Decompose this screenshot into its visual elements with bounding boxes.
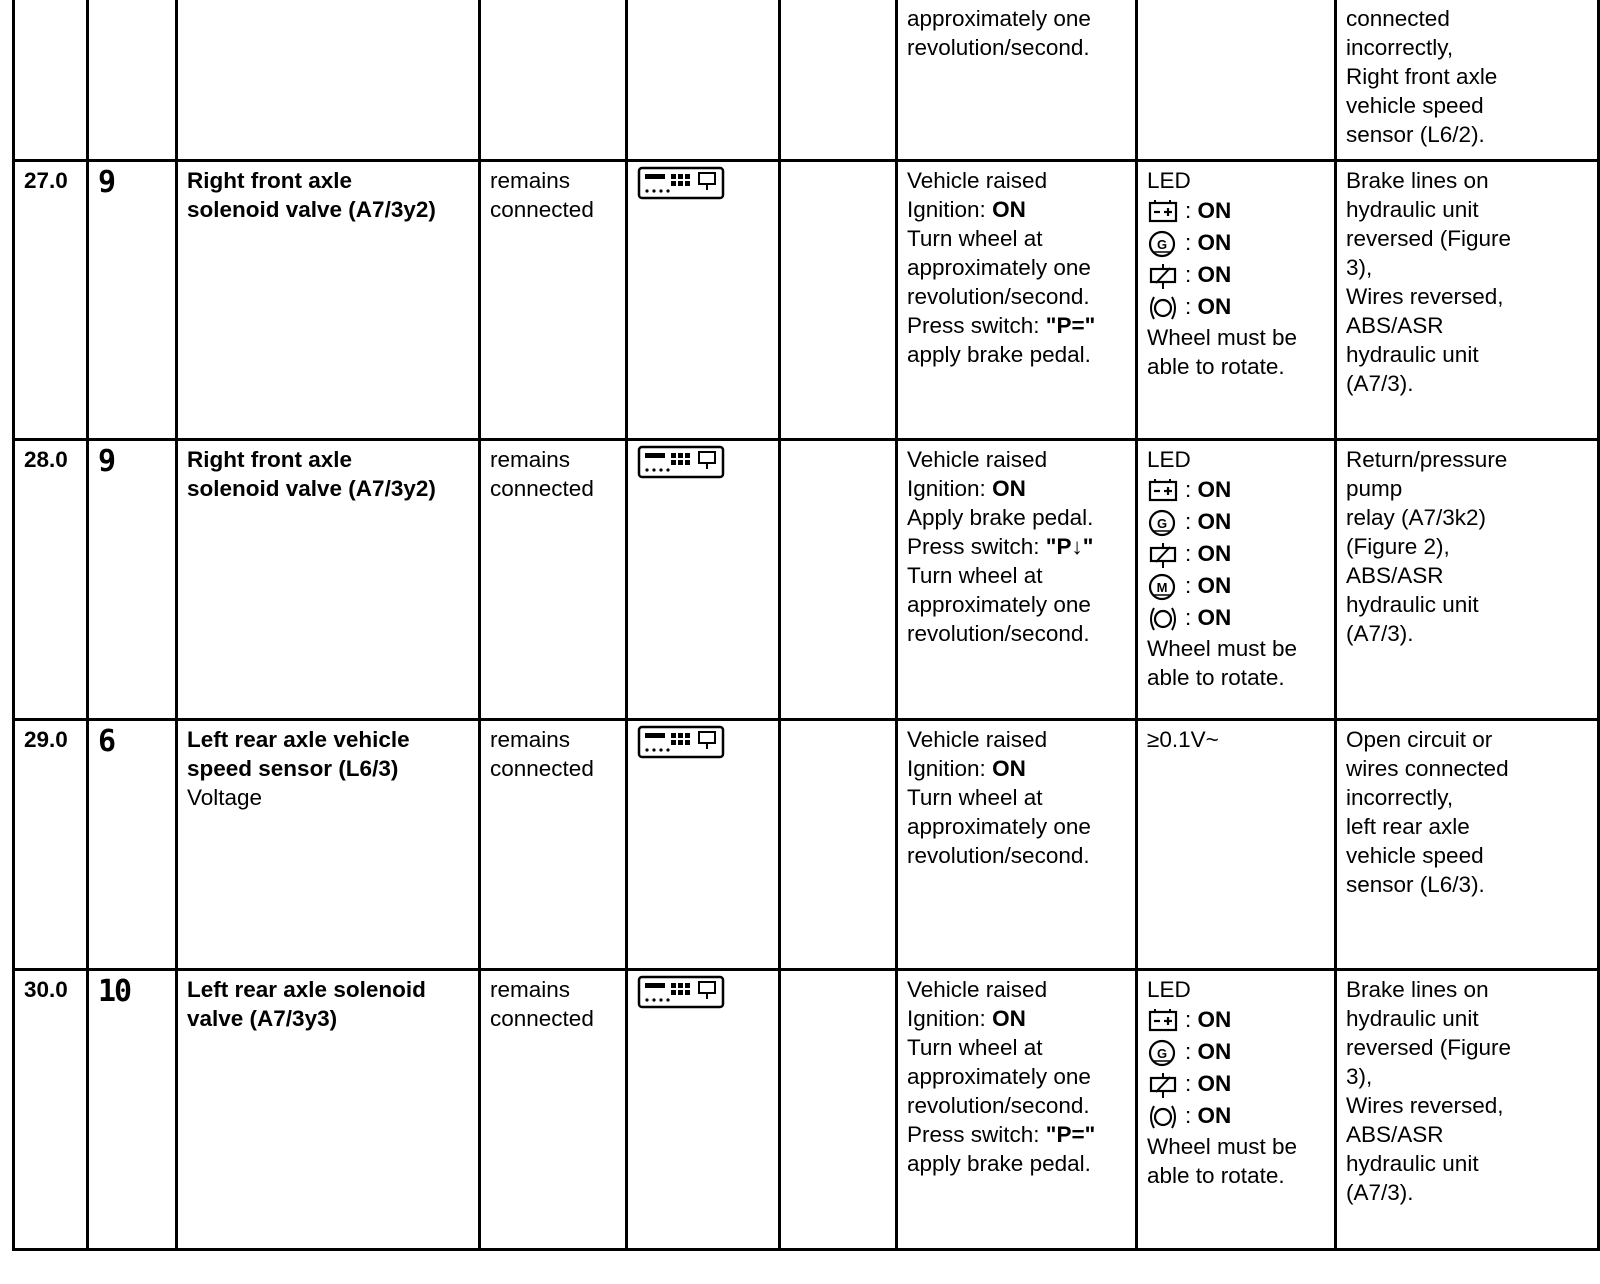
connection-cell xyxy=(480,160,627,439)
display-code xyxy=(88,0,177,160)
battery-icon xyxy=(1147,198,1185,226)
condition-text-value: ON xyxy=(992,1005,1026,1031)
display-code xyxy=(88,439,177,719)
led-row: : ON xyxy=(1147,291,1326,323)
relay-icon xyxy=(1147,262,1185,290)
tester-icon xyxy=(637,166,770,200)
svg-text:G: G xyxy=(1156,515,1168,531)
component-cell xyxy=(177,160,480,439)
remedy-text: 3), xyxy=(1346,1063,1373,1089)
tester-cell xyxy=(627,160,780,439)
condition-cell xyxy=(897,969,1137,1249)
remedy-text: hydraulic unit xyxy=(1346,1005,1479,1031)
condition-text: revolution/second. xyxy=(907,620,1090,646)
component-cell xyxy=(177,439,480,719)
led-title: LED xyxy=(1147,446,1191,472)
tester-cell xyxy=(627,969,780,1249)
condition-text: approximately one xyxy=(907,1063,1091,1089)
remedy-text: (Figure 2), xyxy=(1346,533,1450,559)
expected-text: ≥0.1V~ xyxy=(1147,726,1219,752)
remedy-text: Wires reversed, xyxy=(1346,1092,1504,1118)
remedy-cell xyxy=(1336,0,1599,160)
tester-cell xyxy=(627,0,780,160)
led-title: LED xyxy=(1147,167,1191,193)
led-row: G : ON xyxy=(1147,227,1326,259)
condition-text: revolution/second. xyxy=(907,35,1090,60)
remedy-text: hydraulic unit xyxy=(1346,196,1479,222)
remedy-text: 3), xyxy=(1346,254,1373,280)
remedy-text: hydraulic unit xyxy=(1346,1150,1479,1176)
tester-icon xyxy=(637,975,770,1009)
component-cell xyxy=(177,0,480,160)
remedy-cell xyxy=(1336,719,1599,969)
program-cell xyxy=(780,969,897,1249)
svg-text:G: G xyxy=(1156,1045,1168,1061)
step-number xyxy=(14,0,88,160)
display-digit: 9 xyxy=(98,443,115,479)
generator-icon xyxy=(1147,1039,1185,1067)
condition-cell xyxy=(897,0,1137,160)
led-row: : ON xyxy=(1147,1100,1326,1132)
remedy-text: left rear axle xyxy=(1346,813,1470,839)
display-code xyxy=(88,160,177,439)
condition-text-value: "P=" xyxy=(1045,312,1096,338)
component-text: Left rear axle solenoid xyxy=(187,976,426,1002)
connection-text: connected xyxy=(490,196,594,222)
svg-text:G: G xyxy=(1156,236,1168,252)
wheel-icon xyxy=(1147,294,1185,322)
remedy-text: vehicle speed xyxy=(1346,93,1484,118)
remedy-text: reversed (Figure xyxy=(1346,225,1512,251)
tester-icon xyxy=(637,725,770,759)
led-title: LED xyxy=(1147,976,1191,1002)
remedy-cell xyxy=(1336,439,1599,719)
led-value: ON xyxy=(1197,604,1232,630)
led-row: : ON xyxy=(1147,602,1326,634)
led-value: ON xyxy=(1197,540,1232,566)
led-value: ON xyxy=(1197,572,1232,598)
component-text: speed sensor (L6/3) xyxy=(187,755,399,781)
condition-text: approximately one xyxy=(907,591,1091,617)
led-note: able to rotate. xyxy=(1147,1162,1285,1188)
condition-cell xyxy=(897,719,1137,969)
led-row: G : ON xyxy=(1147,506,1326,538)
remedy-text: ABS/ASR xyxy=(1346,1121,1444,1147)
remedy-text: (A7/3). xyxy=(1346,620,1414,646)
program-cell xyxy=(780,0,897,160)
remedy-text: incorrectly, xyxy=(1346,35,1454,60)
led-row: G : ON xyxy=(1147,1036,1326,1068)
expected-cell xyxy=(1137,969,1336,1249)
program-cell xyxy=(780,160,897,439)
component-text: valve (A7/3y3) xyxy=(187,1005,338,1031)
led-row: : ON xyxy=(1147,195,1326,227)
component-text: Right front axle xyxy=(187,167,353,193)
led-note: Wheel must be xyxy=(1147,635,1298,661)
led-note: Wheel must be xyxy=(1147,324,1298,350)
condition-text: apply brake pedal. xyxy=(907,341,1091,367)
condition-text: Ignition: ON xyxy=(907,475,1026,501)
tester-cell xyxy=(627,719,780,969)
program-cell xyxy=(780,719,897,969)
led-row: : ON xyxy=(1147,1068,1326,1100)
led-value: ON xyxy=(1197,293,1232,319)
remedy-cell xyxy=(1336,969,1599,1249)
remedy-text: Wires reversed, xyxy=(1346,283,1504,309)
component-text: solenoid valve (A7/3y2) xyxy=(187,196,436,222)
condition-text-value: "P↓" xyxy=(1045,533,1094,559)
condition-text: Ignition: ON xyxy=(907,755,1026,781)
condition-text: approximately one xyxy=(907,813,1091,839)
wheel-icon xyxy=(1147,605,1185,633)
program-cell xyxy=(780,439,897,719)
connection-cell xyxy=(480,969,627,1249)
condition-text: Apply brake pedal. xyxy=(907,504,1094,530)
connection-text: remains xyxy=(490,976,571,1002)
remedy-text: Open circuit or xyxy=(1346,726,1493,752)
condition-text-value: ON xyxy=(992,196,1026,222)
connection-cell xyxy=(480,719,627,969)
led-value: ON xyxy=(1197,476,1232,502)
display-code xyxy=(88,719,177,969)
table-row xyxy=(14,969,1599,1249)
condition-text: Press switch: "P=" xyxy=(907,312,1096,338)
table-row xyxy=(14,719,1599,969)
led-value: ON xyxy=(1197,197,1232,223)
table-row xyxy=(14,0,1599,160)
condition-text: revolution/second. xyxy=(907,842,1090,868)
remedy-text: Right front axle xyxy=(1346,64,1498,89)
condition-text-value: ON xyxy=(992,475,1026,501)
led-value: ON xyxy=(1197,1038,1232,1064)
battery-icon xyxy=(1147,1007,1185,1035)
component-cell xyxy=(177,719,480,969)
connection-text: connected xyxy=(490,1005,594,1031)
condition-text: Press switch: "P↓" xyxy=(907,533,1094,559)
led-note: able to rotate. xyxy=(1147,353,1285,379)
condition-text: Turn wheel at xyxy=(907,1034,1043,1060)
led-value: ON xyxy=(1197,1070,1232,1096)
step-number: 29.0 xyxy=(14,719,88,969)
diagnosis-table xyxy=(12,0,1600,1251)
connection-text: remains xyxy=(490,446,571,472)
remedy-text: Brake lines on xyxy=(1346,976,1489,1002)
condition-text: Vehicle raised xyxy=(907,446,1048,472)
remedy-text: pump xyxy=(1346,475,1403,501)
connection-text: remains xyxy=(490,167,571,193)
remedy-text: incorrectly, xyxy=(1346,784,1454,810)
condition-cell xyxy=(897,160,1137,439)
tester-icon xyxy=(637,445,770,479)
condition-cell xyxy=(897,439,1137,719)
led-row: : ON xyxy=(1147,538,1326,570)
tester-cell xyxy=(627,439,780,719)
remedy-text: hydraulic unit xyxy=(1346,591,1479,617)
led-value: ON xyxy=(1197,1006,1232,1032)
condition-text: Vehicle raised xyxy=(907,976,1048,1002)
table-body xyxy=(14,0,1599,1249)
condition-text-value: "P=" xyxy=(1045,1121,1096,1147)
display-digit: 9 xyxy=(98,164,115,200)
remedy-text: Brake lines on xyxy=(1346,167,1489,193)
remedy-text: (A7/3). xyxy=(1346,370,1414,396)
led-row: : ON xyxy=(1147,1004,1326,1036)
connection-cell xyxy=(480,439,627,719)
connection-text: remains xyxy=(490,726,571,752)
expected-cell xyxy=(1137,719,1336,969)
generator-icon xyxy=(1147,230,1185,258)
connection-text: connected xyxy=(490,475,594,501)
condition-text: approximately one xyxy=(907,6,1091,31)
connection-cell xyxy=(480,0,627,160)
condition-text: apply brake pedal. xyxy=(907,1150,1091,1176)
relay-icon xyxy=(1147,541,1185,569)
condition-text: Turn wheel at xyxy=(907,562,1043,588)
expected-cell xyxy=(1137,439,1336,719)
condition-text: Turn wheel at xyxy=(907,225,1043,251)
led-note: able to rotate. xyxy=(1147,664,1285,690)
condition-text: approximately one xyxy=(907,254,1091,280)
condition-text: Ignition: ON xyxy=(907,1005,1026,1031)
component-text: Voltage xyxy=(187,784,263,810)
condition-text: Turn wheel at xyxy=(907,784,1043,810)
condition-text: Vehicle raised xyxy=(907,726,1048,752)
remedy-text: reversed (Figure xyxy=(1346,1034,1512,1060)
table-row xyxy=(14,160,1599,439)
step-number: 28.0 xyxy=(14,439,88,719)
condition-text: Press switch: "P=" xyxy=(907,1121,1096,1147)
display-code xyxy=(88,969,177,1249)
led-note: Wheel must be xyxy=(1147,1133,1298,1159)
remedy-text: wires connected xyxy=(1346,755,1509,781)
battery-icon xyxy=(1147,477,1185,505)
component-text: solenoid valve (A7/3y2) xyxy=(187,475,436,501)
step-number: 30.0 xyxy=(14,969,88,1249)
remedy-text: relay (A7/3k2) xyxy=(1346,504,1487,530)
remedy-text: (A7/3). xyxy=(1346,1179,1414,1205)
connection-text: connected xyxy=(490,755,594,781)
remedy-text: sensor (L6/2). xyxy=(1346,122,1485,147)
condition-text: revolution/second. xyxy=(907,283,1090,309)
expected-cell xyxy=(1137,160,1336,439)
remedy-text: ABS/ASR xyxy=(1346,562,1444,588)
remedy-text: connected xyxy=(1346,6,1450,31)
condition-text: Ignition: ON xyxy=(907,196,1026,222)
led-value: ON xyxy=(1197,508,1232,534)
display-digit: 6 xyxy=(98,723,115,759)
remedy-text: vehicle speed xyxy=(1346,842,1484,868)
led-row: M : ON xyxy=(1147,570,1326,602)
led-row: : ON xyxy=(1147,474,1326,506)
display-digit: 10 xyxy=(98,973,131,1009)
led-row: : ON xyxy=(1147,259,1326,291)
condition-text: Vehicle raised xyxy=(907,167,1048,193)
led-value: ON xyxy=(1197,229,1232,255)
remedy-text: hydraulic unit xyxy=(1346,341,1479,367)
motor-icon xyxy=(1147,573,1185,601)
svg-text:M: M xyxy=(1156,579,1168,595)
component-cell xyxy=(177,969,480,1249)
remedy-text: Return/pressure xyxy=(1346,446,1508,472)
relay-icon xyxy=(1147,1071,1185,1099)
generator-icon xyxy=(1147,509,1185,537)
condition-text-value: ON xyxy=(992,755,1026,781)
led-value: ON xyxy=(1197,261,1232,287)
remedy-text: sensor (L6/3). xyxy=(1346,871,1485,897)
wheel-icon xyxy=(1147,1103,1185,1131)
component-text: Left rear axle vehicle xyxy=(187,726,410,752)
component-text: Right front axle xyxy=(187,446,353,472)
remedy-text: ABS/ASR xyxy=(1346,312,1444,338)
remedy-cell xyxy=(1336,160,1599,439)
table-row xyxy=(14,439,1599,719)
step-number: 27.0 xyxy=(14,160,88,439)
expected-cell xyxy=(1137,0,1336,160)
led-value: ON xyxy=(1197,1102,1232,1128)
condition-text: revolution/second. xyxy=(907,1092,1090,1118)
